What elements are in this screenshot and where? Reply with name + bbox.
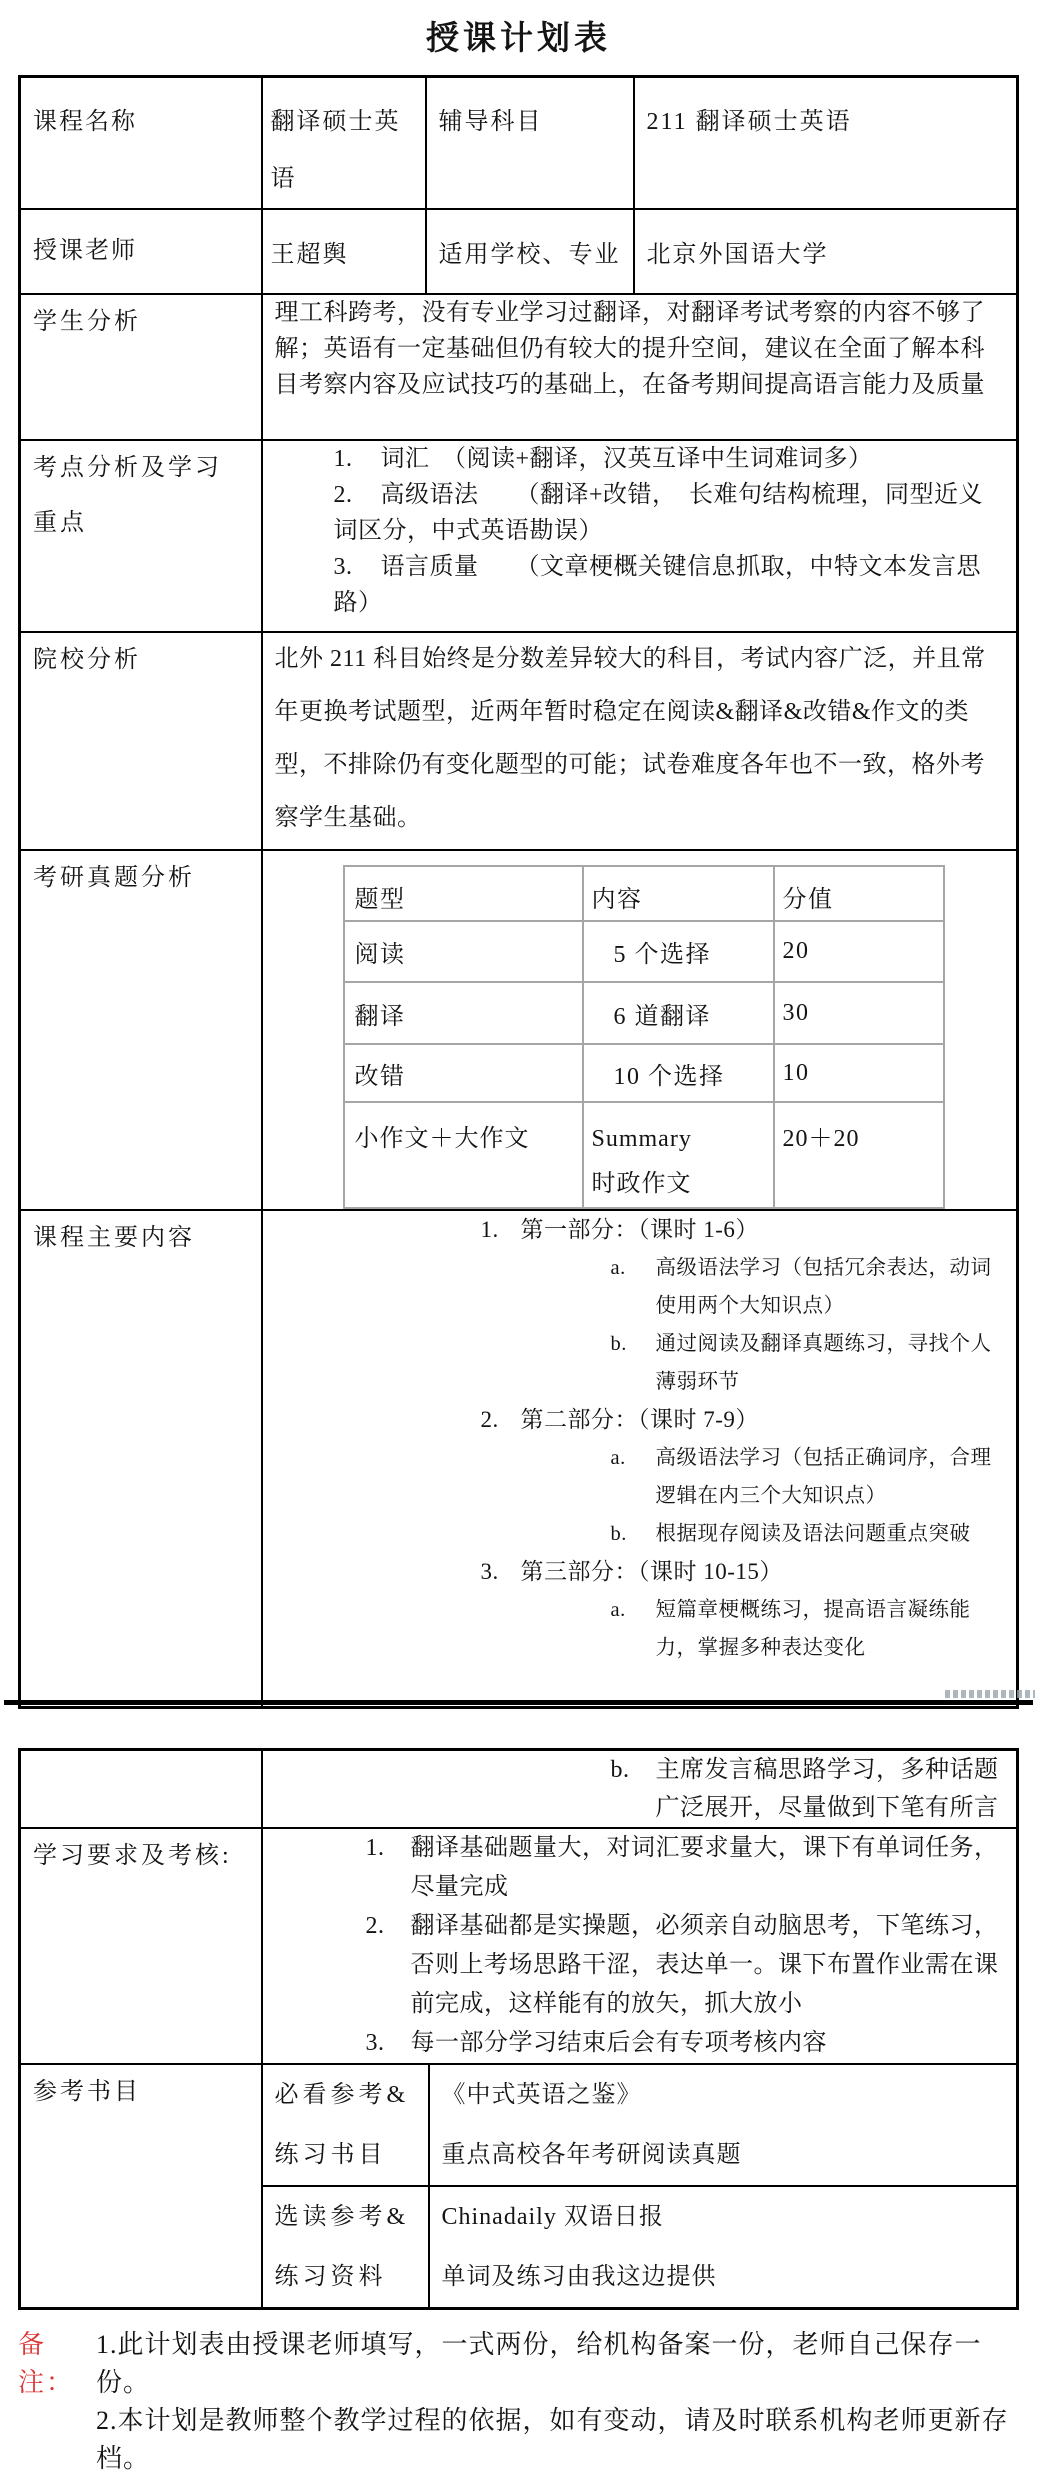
- table-row: [20, 632, 1018, 850]
- exam-score-cell: 20: [774, 921, 944, 982]
- list-item: b. 通过阅读及翻译真题练习，寻找个人薄弱环节: [610, 1333, 992, 1393]
- list-item: 1. 第一部分：（课时 1-6）: [480, 1217, 759, 1242]
- references-must-read-category: 必看参考& 练习书目: [262, 2064, 429, 2186]
- subject-value: 211 翻译硕士英语: [634, 77, 1018, 210]
- requirements-label: 学习要求及考核:: [20, 1828, 262, 2064]
- table-row: [20, 77, 1018, 210]
- table-row: [344, 1044, 944, 1102]
- exam-score-cell: 10: [774, 1044, 944, 1102]
- exam-analysis-cell: [262, 850, 1018, 1210]
- list-item: 2. 第二部分：（课时 7-9）: [480, 1407, 759, 1432]
- list-item: 3. 每一部分学习结束后会有专项考核内容: [365, 2030, 827, 2056]
- list-item: 2. 翻译基础都是实操题，必须亲自动脑思考，下笔练习，否则上考场思路干涩，表达单一。课下布置作业需在课前完成，这样能有的放矢，抓大放小: [365, 1913, 999, 2017]
- list-item: 1. 词汇 （阅读+翻译，汉英互译中生词难词多）: [333, 446, 873, 472]
- column-header-score: 分值: [774, 866, 944, 921]
- applicable-school-value: 北京外国语大学: [634, 209, 1018, 294]
- list-item: b. 主席发言稿思路学习，多种话题广泛展开，尽量做到下笔有所言: [610, 1757, 999, 1821]
- exam-score-cell: 20＋20: [774, 1102, 944, 1208]
- exam-type-cell: 翻译: [344, 982, 583, 1044]
- school-analysis-label: 院校分析: [20, 632, 262, 850]
- student-analysis-text: 理工科跨考，没有专业学习过翻译，对翻译考试考察的内容不够了解；英语有一定基础但仍有较大的提升空间，建议在全面了解本科目考察内容及应试技巧的基础上，在备考期间提高语言能力及质量: [262, 294, 1018, 440]
- table-row: [344, 982, 944, 1044]
- exam-type-cell: 小作文＋大作文: [344, 1102, 583, 1208]
- table-row: [344, 921, 944, 982]
- page-title: 授课计划表: [426, 21, 611, 57]
- course-name-label: 课程名称: [20, 77, 262, 210]
- exam-content-cell: 5 个选择: [583, 921, 774, 982]
- exam-analysis-label: 考研真题分析: [20, 850, 262, 1210]
- table-row: [20, 209, 1018, 294]
- list-item: 1. 翻译基础题量大，对词汇要求量大，课下有单词任务，尽量完成: [365, 1835, 999, 1900]
- key-points-label: 考点分析及学习重点: [20, 440, 262, 632]
- table-row: [20, 1828, 1018, 2064]
- list-item: 3. 第三部分：（课时 10-15）: [480, 1559, 783, 1584]
- table-row: [20, 850, 1018, 1210]
- column-header-content: 内容: [583, 866, 774, 921]
- applicable-school-label: 适用学校、专业: [426, 209, 634, 294]
- references-optional-category: 选读参考& 练习资料: [262, 2186, 429, 2309]
- list-item: a. 短篇章梗概练习，提高语言凝练能力，掌握多种表达变化: [610, 1599, 971, 1659]
- exam-type-cell: 阅读: [344, 921, 583, 982]
- course-content-label: 课程主要内容: [20, 1210, 262, 1707]
- list-item: a. 高级语法学习（包括正确词序，合理逻辑在内三个大知识点）: [610, 1447, 992, 1507]
- exam-content-cell: 10 个选择: [583, 1044, 774, 1102]
- carryover-item-cell: [262, 1750, 1018, 1829]
- course-content-list: [262, 1210, 1018, 1707]
- student-analysis-label: 学生分析: [20, 294, 262, 440]
- note-line: 2.本计划是教师整个教学过程的依据，如有变动，请及时联系机构老师更新存档。: [96, 2406, 1009, 2473]
- table-row: [344, 866, 944, 921]
- table-row: [20, 1210, 1018, 1707]
- list-item: 3. 语言质量 （文章梗概关键信息抓取，中特文本发言思路）: [333, 554, 981, 616]
- list-item: 2. 高级语法 （翻译+改错， 长难句结构梳理，同型近义词区分，中式英语勘误）: [333, 482, 984, 544]
- table-row: [20, 294, 1018, 440]
- exam-content-cell: Summary 时政作文: [583, 1102, 774, 1208]
- course-name-value: 翻译硕士英语: [262, 77, 426, 210]
- exam-content-cell: 6 道翻译: [583, 982, 774, 1044]
- teacher-name: 王超舆: [262, 209, 426, 294]
- exam-question-table: [343, 865, 945, 1209]
- teacher-label: 授课老师: [20, 209, 262, 294]
- table-row: [344, 1102, 944, 1208]
- school-analysis-text: 北外 211 科目始终是分数差异较大的科目，考试内容广泛，并且常年更换考试题型，近两年暂时稳定在阅读&翻译&改错&作文的类型，不排除仍有变化题型的可能；试卷难度各年也不一致，格外考察学生基础。: [262, 632, 1018, 850]
- key-points-list: [262, 440, 1018, 632]
- references-must-read-text: 《中式英语之鉴》 重点高校各年考研阅读真题: [429, 2064, 1018, 2186]
- list-item: b. 根据现存阅读及语法问题重点突破: [610, 1523, 971, 1545]
- column-header-type: 题型: [344, 866, 583, 921]
- note-line: 1.此计划表由授课老师填写，一式两份，给机构备案一份，老师自己保存一份。: [96, 2330, 982, 2397]
- table-row: [20, 2064, 1018, 2186]
- exam-type-cell: 改错: [344, 1044, 583, 1102]
- notes-label: 备注：: [18, 2330, 75, 2397]
- subject-label: 辅导科目: [426, 77, 634, 210]
- references-label: 参考书目: [20, 2064, 262, 2309]
- references-optional-text: Chinadaily 双语日报 单词及练习由我这边提供: [429, 2186, 1018, 2309]
- footer-artifact-icon: [945, 1690, 1035, 1698]
- lesson-plan-table-page2: [18, 1748, 1019, 2310]
- requirements-list: [262, 1828, 1018, 2064]
- empty-label-cell: [20, 1750, 262, 1829]
- notes-block: [18, 2326, 1018, 2478]
- exam-score-cell: 30: [774, 982, 944, 1044]
- lesson-plan-table-page1: [18, 75, 1019, 1709]
- list-item: a. 高级语法学习（包括冗余表达，动词使用两个大知识点）: [610, 1257, 992, 1317]
- table-row: [20, 1750, 1018, 1829]
- table-row: [20, 440, 1018, 632]
- page-break-divider: [4, 1700, 1033, 1705]
